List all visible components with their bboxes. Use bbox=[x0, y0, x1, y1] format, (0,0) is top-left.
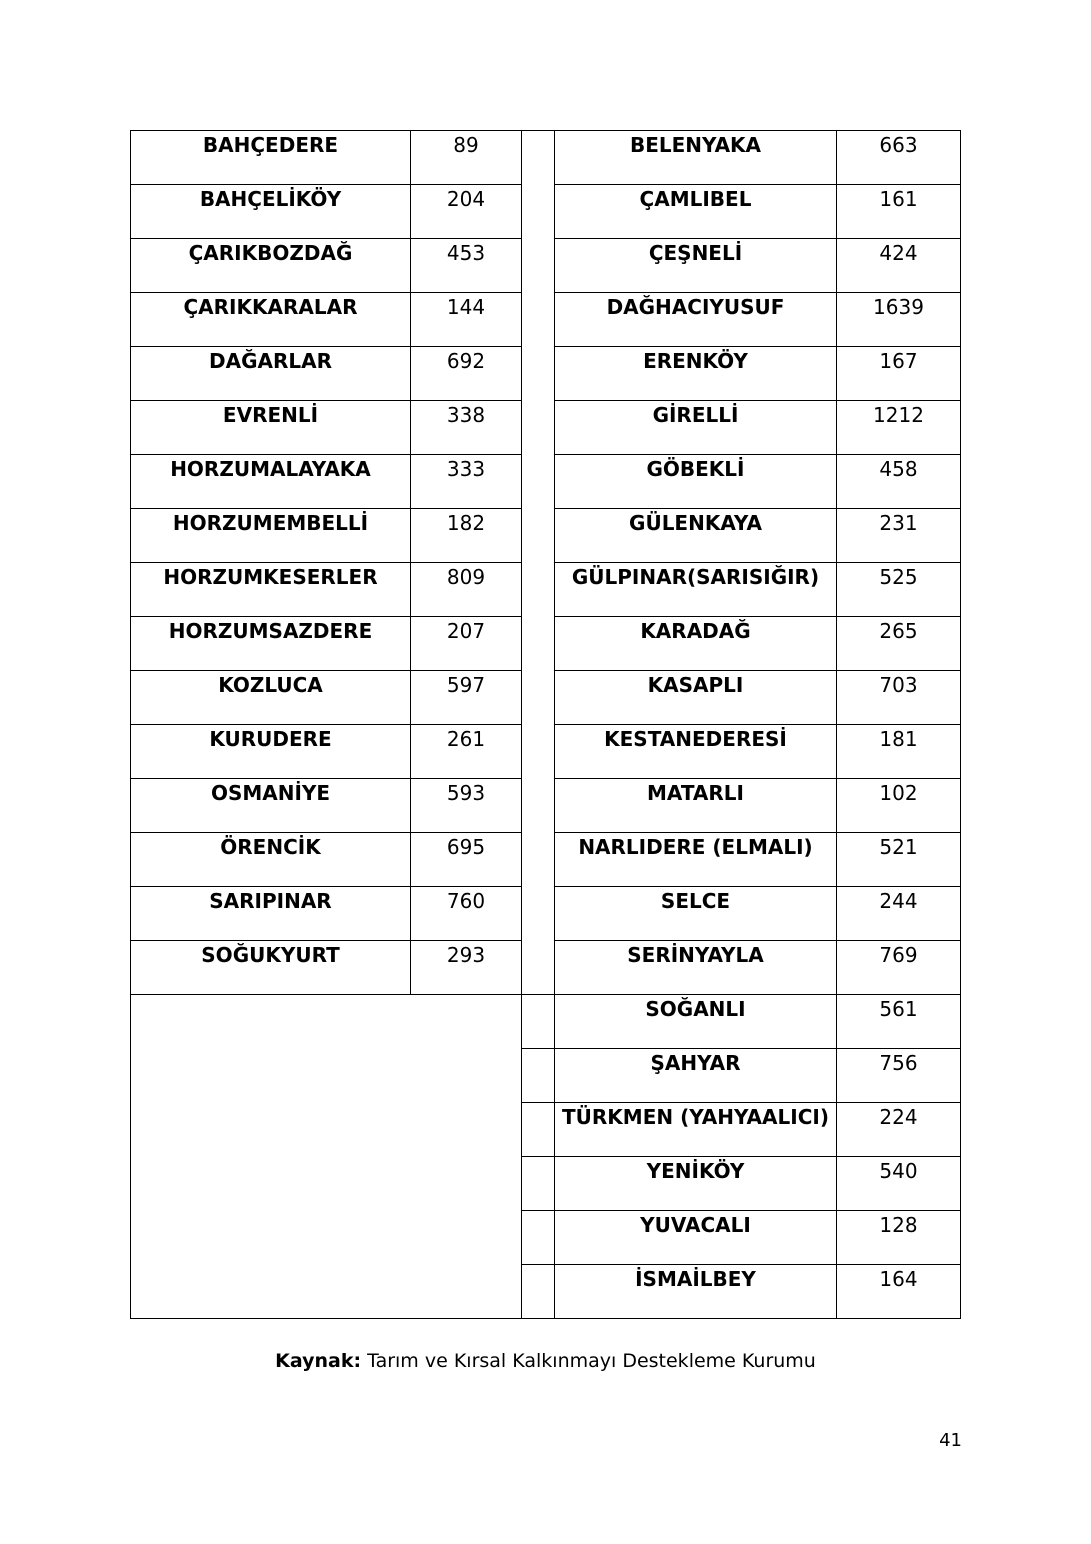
village-value: 293 bbox=[411, 941, 522, 995]
village-value: 809 bbox=[411, 563, 522, 617]
spacer-cell bbox=[522, 1157, 555, 1211]
village-value: 703 bbox=[837, 671, 961, 725]
village-name: ÇARIKKARALAR bbox=[131, 293, 411, 347]
village-value: 338 bbox=[411, 401, 522, 455]
village-name: DAĞHACIYUSUF bbox=[555, 293, 837, 347]
village-name: MATARLI bbox=[555, 779, 837, 833]
source-text: Tarım ve Kırsal Kalkınmayı Destekleme Kurumu bbox=[361, 1350, 816, 1372]
village-name: KOZLUCA bbox=[131, 671, 411, 725]
village-name: YENİKÖY bbox=[555, 1157, 837, 1211]
village-name: GÖBEKLİ bbox=[555, 455, 837, 509]
village-value: 525 bbox=[837, 563, 961, 617]
village-value: 760 bbox=[411, 887, 522, 941]
village-value: 265 bbox=[837, 617, 961, 671]
village-name: OSMANİYE bbox=[131, 779, 411, 833]
village-value: 161 bbox=[837, 185, 961, 239]
village-name: SELCE bbox=[555, 887, 837, 941]
village-name: ÖRENCİK bbox=[131, 833, 411, 887]
village-name: DAĞARLAR bbox=[131, 347, 411, 401]
village-name: ÇAMLIBEL bbox=[555, 185, 837, 239]
village-value: 593 bbox=[411, 779, 522, 833]
village-name: ÇARIKBOZDAĞ bbox=[131, 239, 411, 293]
village-value: 224 bbox=[837, 1103, 961, 1157]
village-name: HORZUMSAZDERE bbox=[131, 617, 411, 671]
village-name: SARIPINAR bbox=[131, 887, 411, 941]
spacer-cell bbox=[522, 1265, 555, 1319]
village-name: GÜLENKAYA bbox=[555, 509, 837, 563]
spacer-cell bbox=[522, 995, 555, 1049]
spacer-cell bbox=[522, 1211, 555, 1265]
village-value: 144 bbox=[411, 293, 522, 347]
village-name: YUVACALI bbox=[555, 1211, 837, 1265]
village-name: EVRENLİ bbox=[131, 401, 411, 455]
village-name: BELENYAKA bbox=[555, 131, 837, 185]
village-value: 561 bbox=[837, 995, 961, 1049]
village-value: 458 bbox=[837, 455, 961, 509]
village-name: GÜLPINAR(SARISIĞIR) bbox=[555, 563, 837, 617]
village-value: 261 bbox=[411, 725, 522, 779]
village-value: 204 bbox=[411, 185, 522, 239]
village-name: KASAPLI bbox=[555, 671, 837, 725]
village-name: İSMAİLBEY bbox=[555, 1265, 837, 1319]
village-value: 756 bbox=[837, 1049, 961, 1103]
village-name: BAHÇELİKÖY bbox=[131, 185, 411, 239]
village-name: ÇEŞNELİ bbox=[555, 239, 837, 293]
village-name: KARADAĞ bbox=[555, 617, 837, 671]
village-value: 89 bbox=[411, 131, 522, 185]
village-name: SERİNYAYLA bbox=[555, 941, 837, 995]
village-name: NARLIDERE (ELMALI) bbox=[555, 833, 837, 887]
village-value: 128 bbox=[837, 1211, 961, 1265]
source-label: Kaynak: bbox=[275, 1350, 362, 1372]
village-name: HORZUMKESERLER bbox=[131, 563, 411, 617]
village-value: 597 bbox=[411, 671, 522, 725]
village-value: 207 bbox=[411, 617, 522, 671]
village-name: TÜRKMEN (YAHYAALICI) bbox=[555, 1103, 837, 1157]
village-value: 1639 bbox=[837, 293, 961, 347]
village-population-table bbox=[130, 130, 961, 1319]
spacer-column bbox=[522, 131, 555, 995]
village-value: 333 bbox=[411, 455, 522, 509]
village-value: 102 bbox=[837, 779, 961, 833]
village-value: 181 bbox=[837, 725, 961, 779]
village-name: SOĞANLI bbox=[555, 995, 837, 1049]
table-row bbox=[131, 131, 961, 185]
village-value: 164 bbox=[837, 1265, 961, 1319]
village-name: SOĞUKYURT bbox=[131, 941, 411, 995]
village-name: BAHÇEDERE bbox=[131, 131, 411, 185]
village-value: 453 bbox=[411, 239, 522, 293]
village-value: 521 bbox=[837, 833, 961, 887]
village-value: 540 bbox=[837, 1157, 961, 1211]
village-name: HORZUMALAYAKA bbox=[131, 455, 411, 509]
village-value: 167 bbox=[837, 347, 961, 401]
village-value: 769 bbox=[837, 941, 961, 995]
village-name: ŞAHYAR bbox=[555, 1049, 837, 1103]
village-value: 663 bbox=[837, 131, 961, 185]
village-name: ERENKÖY bbox=[555, 347, 837, 401]
village-value: 182 bbox=[411, 509, 522, 563]
village-value: 244 bbox=[837, 887, 961, 941]
table-row bbox=[131, 995, 961, 1049]
village-name: HORZUMEMBELLİ bbox=[131, 509, 411, 563]
empty-block bbox=[131, 995, 522, 1319]
village-value: 1212 bbox=[837, 401, 961, 455]
table-body bbox=[131, 131, 961, 1319]
village-name: GİRELLİ bbox=[555, 401, 837, 455]
source-note bbox=[0, 1349, 1091, 1373]
spacer-cell bbox=[522, 1103, 555, 1157]
village-value: 424 bbox=[837, 239, 961, 293]
village-value: 692 bbox=[411, 347, 522, 401]
spacer-cell bbox=[522, 1049, 555, 1103]
village-value: 695 bbox=[411, 833, 522, 887]
village-name: KURUDERE bbox=[131, 725, 411, 779]
village-name: KESTANEDERESİ bbox=[555, 725, 837, 779]
village-value: 231 bbox=[837, 509, 961, 563]
page-number: 41 bbox=[939, 1430, 962, 1451]
